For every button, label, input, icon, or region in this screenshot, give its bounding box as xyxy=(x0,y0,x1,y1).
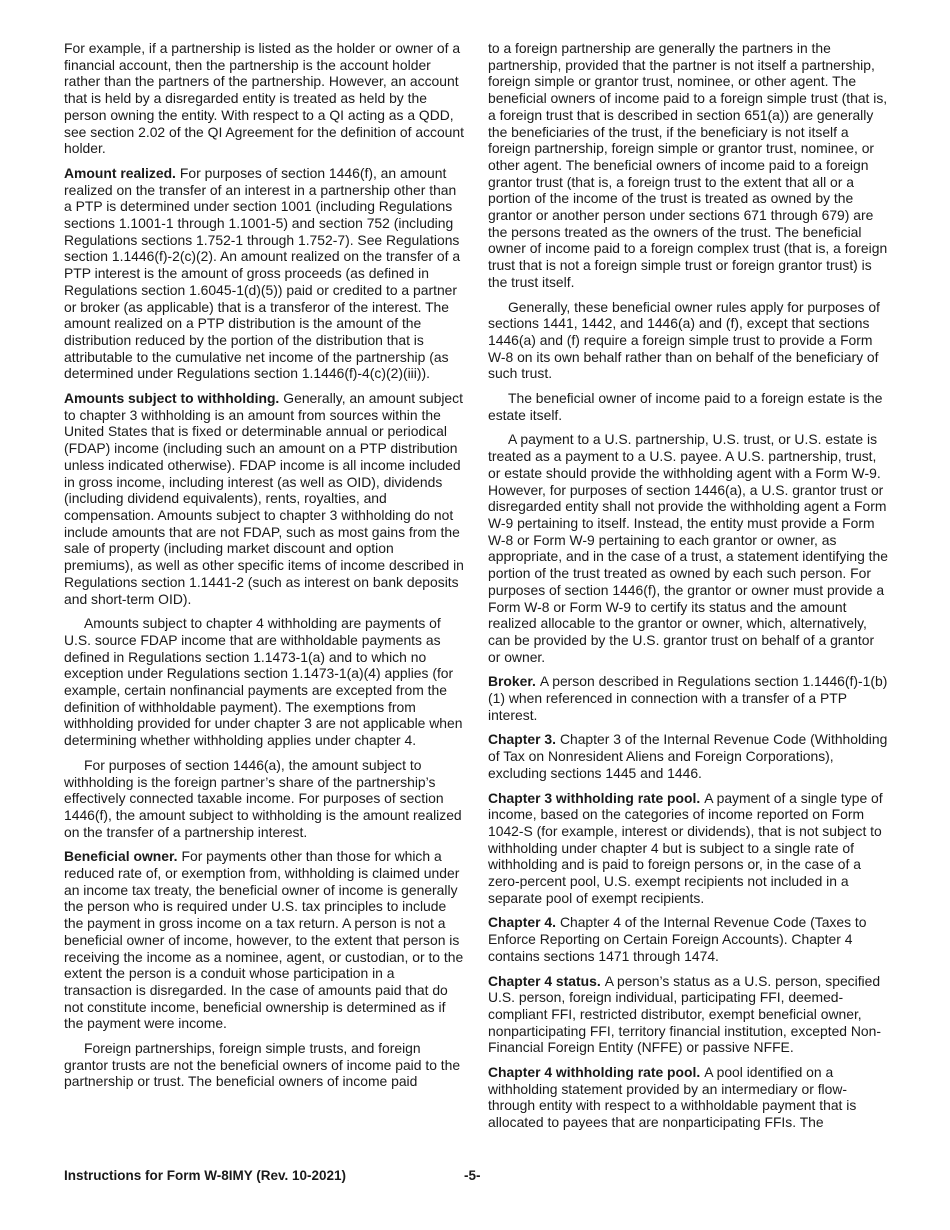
paragraph-text: For purposes of section 1446(a), the amount subject to withholding is the foreign partner’s share of the partnership’s effectively connected taxable income. For purposes of section 1446(f), the amount subject to withholding is the amount realized on the transfer of a partnership interest. xyxy=(64,756,462,840)
paragraph-text: A pool identified on a withholding statement provided by an intermediary or flow-through entity with respect to a withholdable payment that is allocated to payees that are nonparticipating FFIs. The xyxy=(488,1064,857,1131)
paragraph-amount-realized xyxy=(64,165,464,382)
term-heading: Chapter 4. xyxy=(488,914,556,931)
term-heading: Chapter 4 withholding rate pool. xyxy=(488,1064,701,1081)
term-heading: Amounts subject to withholding. xyxy=(64,390,280,407)
footer-form-title: Instructions for Form W-8IMY (Rev. 10-2021) xyxy=(64,1168,347,1183)
paragraph-foreign-partnerships xyxy=(64,1040,464,1090)
paragraph-text: For example, if a partnership is listed as the holder or owner of a financial account, then the partnership is the account holder rather than the partners of the partnership. However, an account that is held by a disregarded entity is treated as held by the person owning the entity. With respect to a QI acting as a QDD, see section 2.02 of the QI Agreement for the definition of account holder. xyxy=(64,40,464,157)
paragraph-text: to a foreign partnership are generally the partners in the partnership, provided that the partner is not itself a partnership, foreign simple or grantor trust, nominee, or other agent. The beneficial owners of income paid to a foreign simple trust (that is, a foreign trust that is described in section 651(a)) are generally the beneficiaries of the trust, if the beneficiary is not itself a foreign partnership, foreign simple or grantor trust, nominee, or other agent. The beneficial owners of income paid to a foreign grantor trust (that is, a foreign trust to the extent that all or a portion of the income of the trust is treated as owned by the grantor or another person under sections 671 through 679) are the persons treated as the owners of the trust. The beneficial owner of income paid to a foreign complex trust (that is, a foreign trust that is not a foreign simple trust or foreign grantor trust) is the trust itself. xyxy=(488,40,888,290)
term-heading: Amount realized. xyxy=(64,164,176,181)
paragraph-account-holder-example xyxy=(64,40,464,157)
paragraph-text: For purposes of section 1446(f), an amount realized on the transfer of an interest in a partnership other than a PTP is determined under section 1001 (including Regulations sections 1.1001-1 through 1.1001-5) and section 752 (including Regulations sections 1.752-1 through 1.752-7). See Regulations section 1.1446(f)-2(c)(2). An amount realized on the transfer of a PTP interest is the amount of gross proceeds (as defined in Regulations section 1.6045-1(d)(5)) paid or credited to a partner or broker (as applicable) that is a transferor of the interest. The amount realized on a PTP distribution is the amount of the distribution reduced by the portion of the distribution that is attributable to the cumulative net income of the partnership (as determined under Regulations section 1.1446(f)-4(c)(2)(iii)). xyxy=(64,164,461,382)
paragraph-chapter4-amounts xyxy=(64,615,464,749)
paragraph-chapter-3-rate-pool xyxy=(488,790,888,907)
paragraph-text: For payments other than those for which a reduced rate of, or exemption from, withholding is claimed under an income tax treaty, the beneficial owner of income is generally the person who is required under U.S. tax principles to include the payment in gross income on a tax return. A person is not a beneficial owner of income, however, to the extent that person is receiving the income as a nominee, agent, or custodian, or to the extent the person is a conduit whose participation in a transaction is disregarded. In the case of amounts paid that do not constitute income, beneficial ownership is determined as if the payment were income. xyxy=(64,848,464,1032)
paragraph-section-1446-amounts xyxy=(64,757,464,841)
paragraph-text: A person described in Regulations section 1.1446(f)-1(b)(1) when referenced in connection with a transfer of a PTP interest. xyxy=(488,673,888,723)
paragraph-text: A payment to a U.S. partnership, U.S. trust, or U.S. estate is treated as a payment to a U.S. payee. A U.S. partnership, trust, or estate should provide the withholding agent with a Form W-9. However, for purposes of section 1446(a), a U.S. grantor trust or disregarded entity shall not provide the withholding agent a Form W-9 pertaining to itself. Instead, the entity must provide a Form W-8 or Form W-9 pertaining to each grantor or owner, as appropriate, and in the case of a trust, a statement identifying the portion of the trust treated as owned by each such person. For purposes of section 1446(f), the grantor or owner must provide a Form W-8 or Form W-9 to certify its status and the amount realized allocable to the grantor or owner, which, alternatively, can be provided by the U.S. grantor trust on behalf of a grantor or owner. xyxy=(488,431,888,665)
paragraph-text: Foreign partnerships, foreign simple trusts, and foreign grantor trusts are not the beneficial owners of income paid to the partnership or trust. The beneficial owners of income paid xyxy=(64,1040,461,1090)
paragraph-text: The beneficial owner of income paid to a foreign estate is the estate itself. xyxy=(488,390,883,423)
paragraph-text: A payment of a single type of income, based on the categories of income reported on Form 1042-S (for example, interest or dividends), that is not subject to withholding under chapter 4 but is subject to a single rate of withholding and is paid to foreign persons or, in the case of a zero-percent pool, U.S. exempt recipients not included in a separate pool of exempt recipients. xyxy=(488,789,883,906)
paragraph-foreign-estate xyxy=(488,390,888,423)
paragraph-chapter-4 xyxy=(488,914,888,964)
paragraph-chapter-4-status xyxy=(488,973,888,1057)
paragraph-chapter-4-rate-pool xyxy=(488,1064,888,1131)
term-heading: Beneficial owner. xyxy=(64,848,178,865)
paragraph-beneficial-owner-rules xyxy=(488,299,888,383)
paragraph-text: Chapter 3 of the Internal Revenue Code (Withholding of Tax on Nonresident Aliens and Foreign Corporations), excluding sections 1445 and 1446. xyxy=(488,731,888,781)
paragraph-chapter-3 xyxy=(488,731,888,781)
paragraph-foreign-partnership-continued xyxy=(488,40,888,291)
left-column xyxy=(64,40,464,1098)
term-heading: Broker. xyxy=(488,673,536,690)
paragraph-amounts-subject-to-withholding xyxy=(64,390,464,607)
right-column xyxy=(488,40,888,1139)
paragraph-text: Chapter 4 of the Internal Revenue Code (Taxes to Enforce Reporting on Certain Foreign Accounts). Chapter 4 contains sections 1471 through 1474. xyxy=(488,914,867,964)
term-heading: Chapter 3 withholding rate pool. xyxy=(488,789,701,806)
paragraph-text: Amounts subject to chapter 4 withholding are payments of U.S. source FDAP income that are withholdable payments as defined in Regulations section 1.1473-1(a) and to which no exception under Regulations section 1.1473-1(a)(4) applies (for example, certain nonfinancial payments are excepted from the definition of withholdable payment). The exemptions from withholding provided for under chapter 3 are not applicable when determining whether withholding applies under chapter 4. xyxy=(64,615,463,749)
paragraph-us-payee xyxy=(488,431,888,665)
term-heading: Chapter 4 status. xyxy=(488,972,601,989)
paragraph-text: A person’s status as a U.S. person, specified U.S. person, foreign individual, participating FFI, deemed-compliant FFI, restricted distributor, exempt beneficial owner, nonparticipating FFI, territory financial institution, excepted Non-Financial Foreign Entity (NFFE) or passive NFFE. xyxy=(488,972,881,1056)
paragraph-text: Generally, these beneficial owner rules apply for purposes of sections 1441, 1442, and 1446(a) and (f), except that sections 1446(a) and (f) require a foreign simple trust to provide a Form W-8 on its own behalf rather than on behalf of the beneficiary of such trust. xyxy=(488,298,880,382)
paragraph-broker xyxy=(488,673,888,723)
paragraph-text: Generally, an amount subject to chapter 3 withholding is an amount from sources within the United States that is fixed or determinable annual or periodical (FDAP) income (including such an amount on a PTP distribution unless indicated otherwise). FDAP income is all income included in gross income, including interest (as well as OID), dividends (including dividend equivalents), rents, royalties, and compensation. Amounts subject to chapter 3 withholding do not include amounts that are not FDAP, such as most gains from the sale of property (including market discount and option premiums), as well as other specific items of income described in Regulations section 1.1441-2 (such as interest on bank deposits and short-term OID). xyxy=(64,390,464,607)
paragraph-beneficial-owner xyxy=(64,848,464,1032)
footer-page-number: -5- xyxy=(464,1168,481,1183)
term-heading: Chapter 3. xyxy=(488,731,556,748)
page-footer xyxy=(64,1168,888,1188)
